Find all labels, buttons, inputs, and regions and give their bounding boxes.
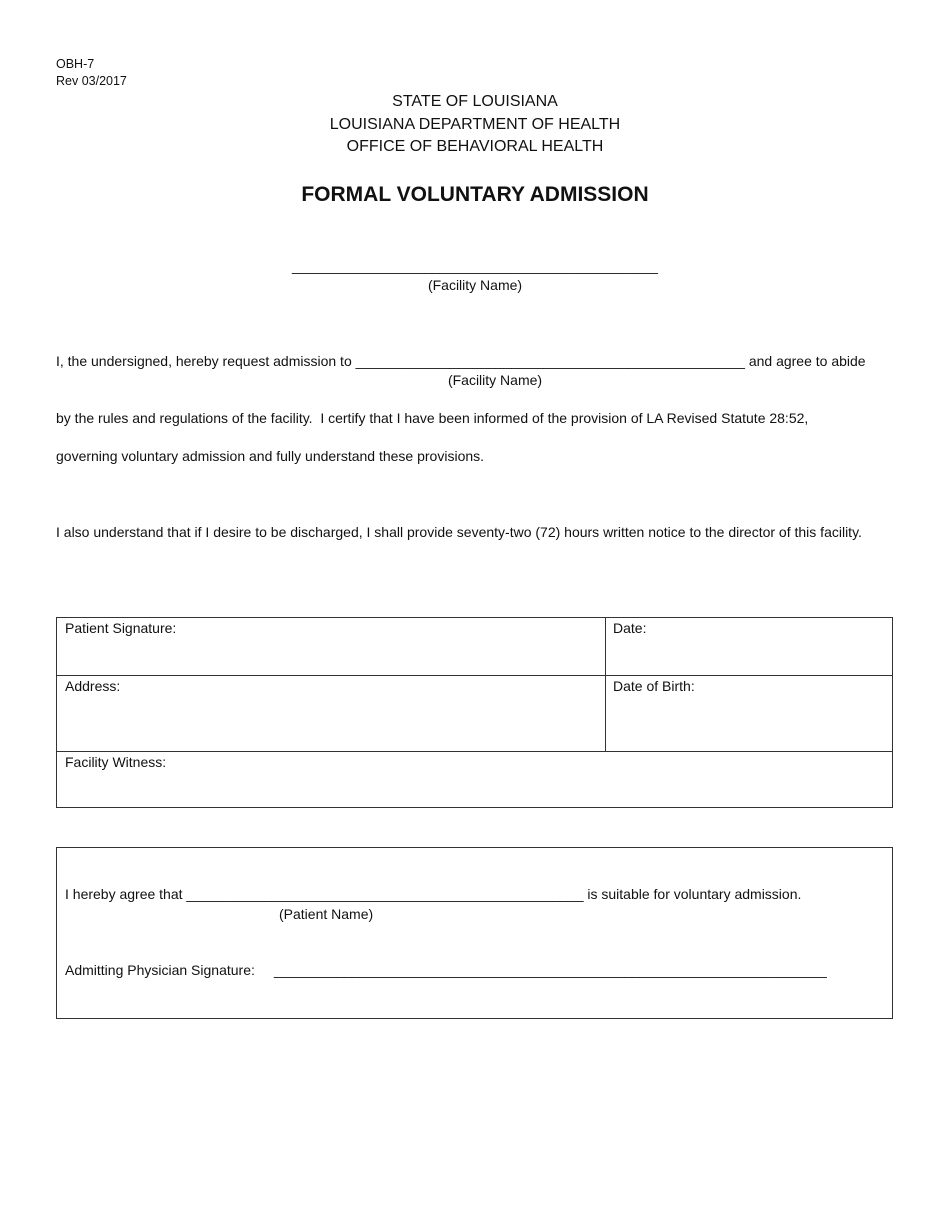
form-revision: Rev 03/2017	[56, 74, 127, 88]
request-line-2: by the rules and regulations of the facility. I certify that I have been informed of the provision of LA Revised Statute 28:52,	[56, 410, 809, 426]
address-field[interactable]: Address:	[65, 678, 121, 694]
physician-agree-line[interactable]: I hereby agree that ___________________________________________________ is suitable for voluntary admission.	[65, 886, 802, 902]
discharge-notice: I also understand that if I desire to be discharged, I shall provide seventy-two (72) hours written notice to the director of this facility.	[56, 524, 862, 540]
agency-state: STATE OF LOUISIANA	[392, 93, 558, 110]
agency-department: LOUISIANA DEPARTMENT OF HEALTH	[329, 115, 621, 133]
request-line-1: I, the undersigned, hereby request admission to __________________________________________________ and agree to abide	[56, 353, 866, 369]
patient-signature-field[interactable]: Patient Signature:	[65, 620, 177, 636]
facility-witness-field[interactable]: Facility Witness:	[65, 754, 167, 770]
date-field[interactable]: Date:	[613, 620, 647, 636]
form-code: OBH-7	[56, 57, 95, 71]
signature-table	[56, 617, 893, 808]
physician-signature-blank[interactable]: _______________________________________________________________________	[274, 962, 827, 978]
patient-name-caption: (Patient Name)	[279, 906, 374, 922]
table-divider	[57, 751, 892, 752]
form-title: FORMAL VOLUNTARY ADMISSION	[301, 183, 649, 206]
date-of-birth-field[interactable]: Date of Birth:	[613, 678, 695, 694]
table-column-divider	[605, 618, 606, 751]
table-divider	[57, 675, 892, 676]
facility-name-caption: (Facility Name)	[427, 277, 523, 293]
agency-office: OFFICE OF BEHAVIORAL HEALTH	[346, 138, 604, 155]
request-line-3: governing voluntary admission and fully understand these provisions.	[56, 448, 485, 464]
facility-name-blank[interactable]: _______________________________________________	[292, 258, 658, 274]
agency-header	[0, 91, 950, 159]
request-facility-caption: (Facility Name)	[447, 372, 543, 388]
form-identifier	[56, 56, 127, 90]
physician-signature-label: Admitting Physician Signature:	[65, 962, 255, 978]
physician-approval-box	[56, 847, 893, 1019]
